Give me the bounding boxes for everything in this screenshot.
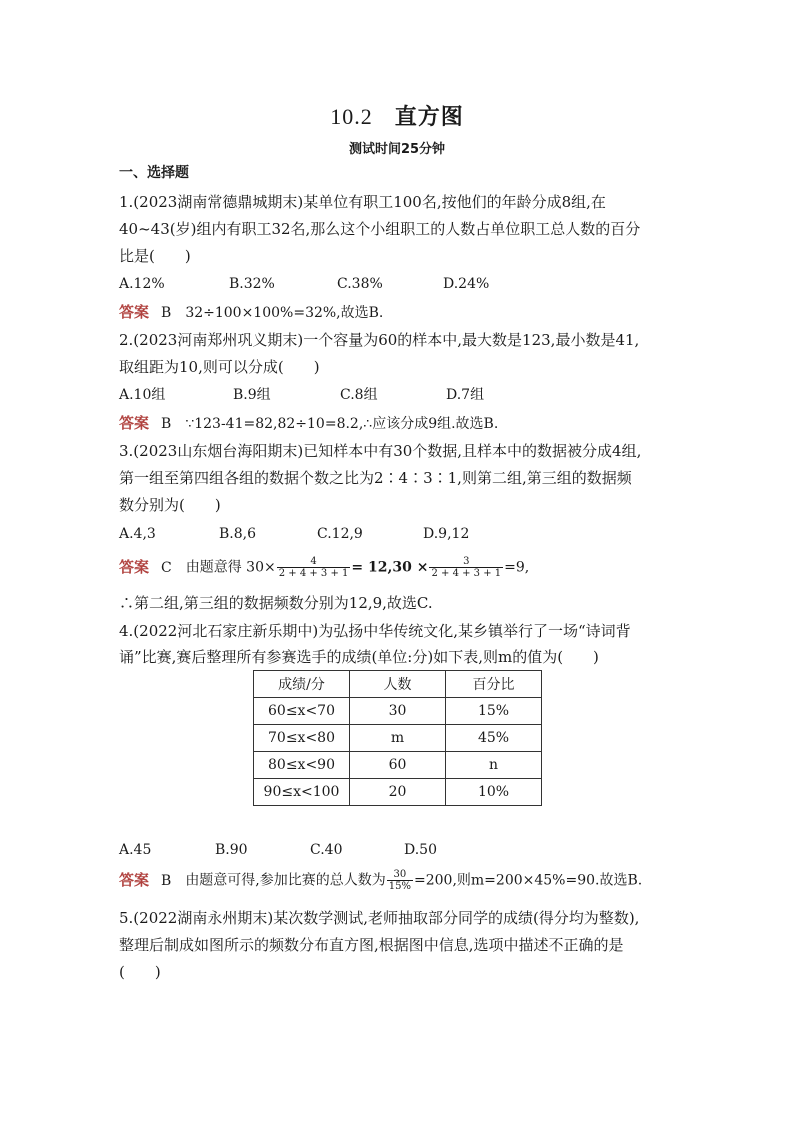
- table-cell: 15%: [446, 698, 542, 725]
- question-3-conclusion: ∴第二组,第三组的数据频数分别为12,9,故选C.: [119, 594, 433, 612]
- table-cell: 80≤x<90: [254, 752, 350, 779]
- table-cell: 70≤x<80: [254, 725, 350, 752]
- table-cell: n: [446, 752, 542, 779]
- option-b: B.8,6: [219, 526, 257, 542]
- option-a: A.45: [119, 842, 152, 858]
- answer-letter: B: [161, 872, 172, 889]
- fraction-denominator: 15%: [388, 881, 411, 892]
- answer-text: ∵123-41=82,82÷10=8.2,∴应该分成9组.故选B.: [185, 416, 499, 432]
- option-a: A.12%: [119, 276, 165, 292]
- question-3-line: 3.(2023山东烟台海阳期末)已知样本中有30个数据,且样本中的数据被分成4组,: [119, 442, 642, 460]
- option-a: A.10组: [119, 387, 166, 403]
- table-header: 成绩/分: [254, 671, 350, 698]
- table-row: [254, 752, 542, 779]
- question-5-line: 整理后制成如图所示的频数分布直方图,根据图中信息,选项中描述不正确的是: [119, 936, 624, 954]
- answer-letter: C: [161, 559, 172, 576]
- section-number: 10.2: [330, 104, 373, 129]
- question-1-options: [119, 274, 679, 294]
- option-b: B.9组: [233, 387, 271, 403]
- section-heading: 一、选择题: [119, 165, 189, 181]
- test-time: 测试时间25分钟: [348, 142, 446, 157]
- table-header: 人数: [350, 671, 446, 698]
- question-1-answer: [119, 302, 383, 323]
- option-b: B.32%: [229, 276, 275, 292]
- table-cell: 90≤x<100: [254, 779, 350, 806]
- answer-prefix: 由题意得 30×: [185, 559, 276, 576]
- option-d: D.7组: [446, 387, 485, 403]
- section-title: 直方图: [394, 105, 464, 130]
- table-cell: 45%: [446, 725, 542, 752]
- answer-suffix: =9,: [504, 559, 530, 576]
- table-row: [254, 725, 542, 752]
- table-cell: 30: [350, 698, 446, 725]
- answer-text: 32÷100×100%=32%,故选B.: [185, 305, 384, 321]
- option-c: C.8组: [340, 387, 378, 403]
- table-cell: m: [350, 725, 446, 752]
- answer-letter: B: [161, 416, 172, 432]
- question-2-options: [119, 385, 679, 405]
- question-1-line: 比是( ): [119, 247, 191, 265]
- question-4-options: [119, 840, 679, 860]
- question-3-line: 第一组至第四组各组的数据个数之比为2∶4∶3∶1,则第二组,第三组的数据频: [119, 469, 632, 487]
- option-c: C.12,9: [317, 526, 363, 542]
- question-3-options: [119, 524, 679, 544]
- question-3-answer: [119, 556, 529, 579]
- fraction-numerator: 4: [277, 556, 351, 568]
- question-4-line: 诵”比赛,赛后整理所有参赛选手的成绩(单位:分)如下表,则m的值为( ): [119, 648, 599, 666]
- question-2-line: 取组距为10,则可以分成( ): [119, 358, 320, 376]
- table-row: [254, 698, 542, 725]
- question-5-line: 5.(2022湖南永州期末)某次数学测试,老师抽取部分同学的成绩(得分均为整数),: [119, 909, 640, 927]
- answer-tag: 答案: [119, 303, 150, 321]
- table-cell: 20: [350, 779, 446, 806]
- score-table: [253, 670, 542, 806]
- table-row: [254, 779, 542, 806]
- question-3-line: 数分别为( ): [119, 496, 221, 514]
- question-1-line: 40~43(岁)组内有职工32名,那么这个小组职工的人数占单位职工总人数的百分: [119, 220, 641, 238]
- fraction-denominator: 2 + 4 + 3 + 1: [431, 568, 502, 579]
- answer-tag: 答案: [119, 557, 150, 576]
- question-5-line: ( ): [119, 963, 161, 981]
- question-4-answer: [119, 869, 642, 892]
- question-2-answer: [119, 413, 498, 434]
- table-cell: 60: [350, 752, 446, 779]
- fraction-numerator: 3: [429, 556, 503, 568]
- table-header-row: [254, 671, 542, 698]
- answer-prefix: 由题意可得,参加比赛的总人数为: [185, 872, 386, 889]
- answer-tag: 答案: [119, 870, 150, 889]
- fraction: [387, 869, 413, 892]
- answer-tag: 答案: [119, 414, 150, 432]
- table-header: 百分比: [446, 671, 542, 698]
- fraction-numerator: 30: [387, 869, 413, 881]
- page-title: [0, 100, 794, 131]
- option-b: B.90: [215, 842, 248, 858]
- answer-suffix: =200,则m=200×45%=90.故选B.: [414, 872, 643, 889]
- option-c: C.38%: [337, 276, 383, 292]
- option-a: A.4,3: [119, 526, 156, 542]
- fraction-denominator: 2 + 4 + 3 + 1: [278, 568, 349, 579]
- fraction: [277, 556, 351, 579]
- question-4-line: 4.(2022河北石家庄新乐期中)为弘扬中华传统文化,某乡镇举行了一场“诗词背: [119, 622, 631, 640]
- table-cell: 60≤x<70: [254, 698, 350, 725]
- table-cell: 10%: [446, 779, 542, 806]
- fraction: [429, 556, 503, 579]
- option-d: D.9,12: [423, 526, 470, 542]
- answer-mid: = 12,30 ×: [351, 559, 429, 576]
- option-d: D.50: [404, 842, 437, 858]
- question-2-line: 2.(2023河南郑州巩义期末)一个容量为60的样本中,最大数是123,最小数是41,: [119, 331, 640, 349]
- question-1-line: 1.(2023湖南常德鼎城期末)某单位有职工100名,按他们的年龄分成8组,在: [119, 193, 606, 211]
- option-d: D.24%: [443, 276, 490, 292]
- answer-letter: B: [161, 305, 172, 321]
- option-c: C.40: [310, 842, 343, 858]
